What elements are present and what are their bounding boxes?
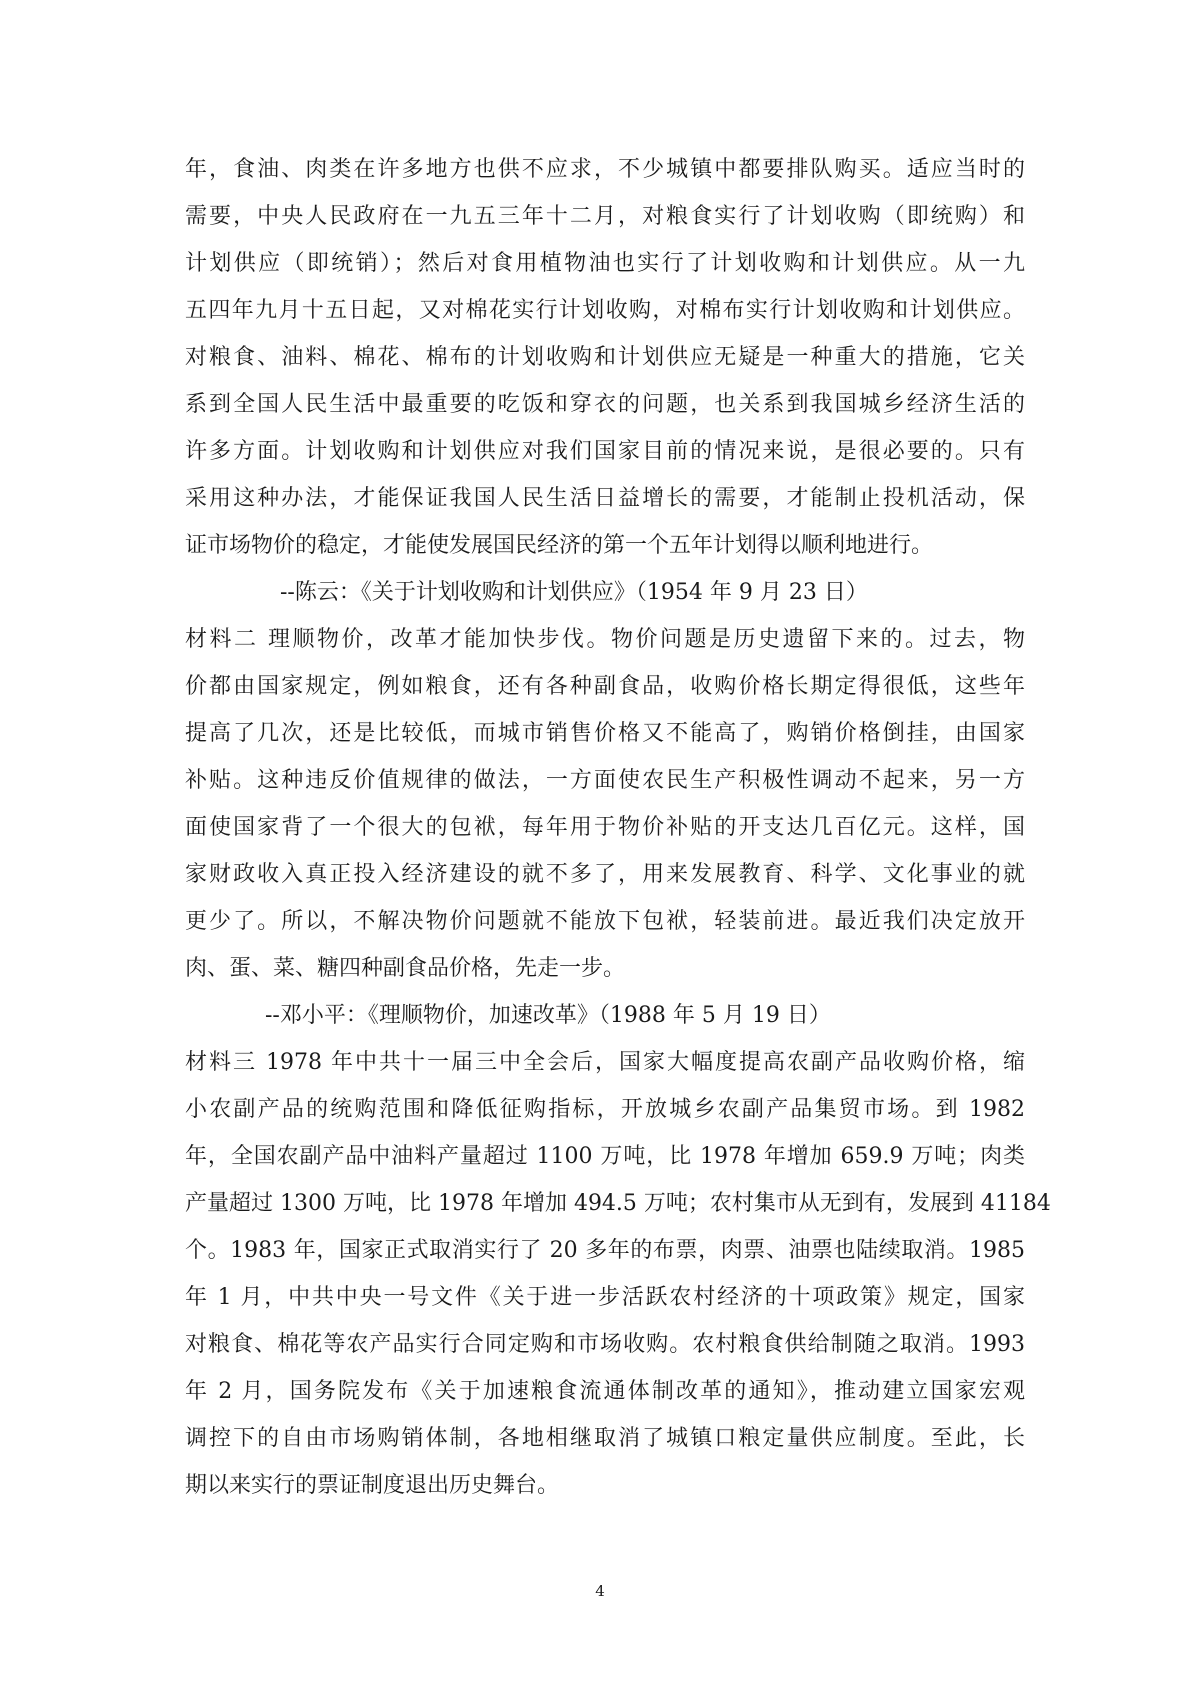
paragraph-line: 许多方面。计划收购和计划供应对我们国家目前的情况来说，是很必要的。只有 xyxy=(185,439,1025,464)
document-body xyxy=(185,146,1051,1509)
material-three-line: 年 1 月，中共中央一号文件《关于进一步活跃农村经济的十项政策》规定，国家 xyxy=(185,1285,1025,1310)
material-three-line: 产量超过 1300 万吨，比 1978 年增加 494.5 万吨；农村集市从无到有，发展到 41184 xyxy=(185,1191,1051,1216)
material-three-line: 小农副产品的统购范围和降低征购指标，开放城乡农副产品集贸市场。到 1982 xyxy=(185,1097,1025,1122)
material-two-line: 肉、蛋、菜、糖四种副食品价格，先走一步。 xyxy=(185,956,626,981)
material-two-line: 价都由国家规定，例如粮食，还有各种副食品，收购价格长期定得很低，这些年 xyxy=(185,674,1025,699)
material-three-line: 年，全国农副产品中油料产量超过 1100 万吨，比 1978 年增加 659.9 万吨；肉类 xyxy=(185,1144,1025,1169)
material-three-line: 调控下的自由市场购销体制，各地相继取消了城镇口粮定量供应制度。至此，长 xyxy=(185,1426,1025,1451)
material-two-line: 材料二 理顺物价，改革才能加快步伐。物价问题是历史遗留下来的。过去，物 xyxy=(185,627,1025,652)
attribution-deng-xiaoping: --邓小平：《理顺物价，加速改革》（1988 年 5 月 19 日） xyxy=(265,1003,831,1028)
material-three-line: 期以来实行的票证制度退出历史舞台。 xyxy=(185,1473,560,1498)
material-three-line: 年 2 月，国务院发布《关于加速粮食流通体制改革的通知》，推动建立国家宏观 xyxy=(185,1379,1025,1404)
material-two-line: 更少了。所以，不解决物价问题就不能放下包袱，轻装前进。最近我们决定放开 xyxy=(185,909,1025,934)
material-two-line: 补贴。这种违反价值规律的做法，一方面使农民生产积极性调动不起来，另一方 xyxy=(185,768,1025,793)
paragraph-line: 计划供应（即统销）；然后对食用植物油也实行了计划收购和计划供应。从一九 xyxy=(185,251,1025,276)
paragraph-line: 证市场物价的稳定，才能使发展国民经济的第一个五年计划得以顺利地进行。 xyxy=(185,533,934,558)
paragraph-line: 对粮食、油料、棉花、棉布的计划收购和计划供应无疑是一种重大的措施，它关 xyxy=(185,345,1025,370)
paragraph-line: 年，食油、肉类在许多地方也供不应求，不少城镇中都要排队购买。适应当时的 xyxy=(185,157,1025,182)
attribution-chen-yun: --陈云：《关于计划收购和计划供应》（1954 年 9 月 23 日） xyxy=(280,580,868,605)
paragraph-line: 系到全国人民生活中最重要的吃饭和穿衣的问题，也关系到我国城乡经济生活的 xyxy=(185,392,1025,417)
material-two-line: 面使国家背了一个很大的包袱，每年用于物价补贴的开支达几百亿元。这样，国 xyxy=(185,815,1025,840)
paragraph-line: 需要，中央人民政府在一九五三年十二月，对粮食实行了计划收购（即统购）和 xyxy=(185,204,1025,229)
material-two-line: 提高了几次，还是比较低，而城市销售价格又不能高了，购销价格倒挂，由国家 xyxy=(185,721,1025,746)
material-three-line: 对粮食、棉花等农产品实行合同定购和市场收购。农村粮食供给制随之取消。1993 xyxy=(185,1332,1025,1357)
material-three-line: 个。1983 年，国家正式取消实行了 20 多年的布票，肉票、油票也陆续取消。1985 xyxy=(185,1238,1025,1263)
page-number: 4 xyxy=(595,1582,605,1600)
paragraph-line: 五四年九月十五日起，又对棉花实行计划收购，对棉布实行计划收购和计划供应。 xyxy=(185,298,1025,323)
material-three-line: 材料三 1978 年中共十一届三中全会后，国家大幅度提高农副产品收购价格，缩 xyxy=(185,1050,1025,1075)
material-two-line: 家财政收入真正投入经济建设的就不多了，用来发展教育、科学、文化事业的就 xyxy=(185,862,1025,887)
paragraph-line: 采用这种办法，才能保证我国人民生活日益增长的需要，才能制止投机活动，保 xyxy=(185,486,1025,511)
